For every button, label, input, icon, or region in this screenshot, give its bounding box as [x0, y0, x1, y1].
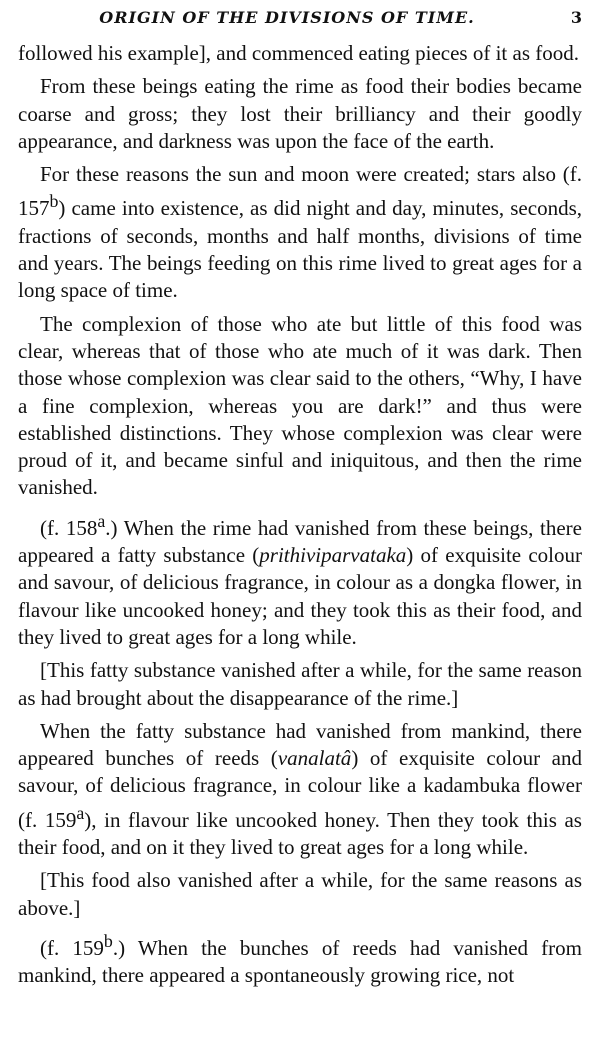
paragraph-3 — [18, 161, 582, 304]
paragraph-3-part-1: For these reasons the sun and moon were created; stars also (f. 157 — [18, 162, 582, 221]
folio-superscript: b — [103, 930, 113, 951]
page-number: 3 — [570, 8, 582, 27]
folio-superscript: b — [49, 191, 59, 212]
paragraph-3-part-2: ) came into existence, as did night and day, minutes, seconds, fractions of seconds, months and half months, divisions of time and years. The beings feeding on this rime lived to great ages for a long space of time. — [18, 196, 582, 303]
paragraph-7-part-1: When the fatty substance had vanished from mankind, there appeared bunches of reeds ( — [18, 718, 582, 771]
paragraph-5-part-1: (f. 158 — [40, 515, 98, 540]
paragraph-5-part-3: ) of exquisite colour and savour, of delicious fragrance, in colour as a dongka flower, in flavour like uncooked honey; and they took this as their food, and they lived to great ages for a long while. — [18, 543, 583, 649]
folio-superscript: a — [97, 510, 106, 531]
paragraph-6: [This fatty substance vanished after a while, for the same reason as had brought about the disappearance of the rime.] — [18, 658, 582, 710]
italic-term: prithiviparvataka — [259, 543, 407, 568]
paragraph-8: [This food also vanished after a while, for the same reasons as above.] — [18, 868, 582, 920]
paragraph-7 — [18, 718, 582, 861]
paragraph-7-part-2: ) of exquisite colour and savour, of delicious fragrance, in colour like a kadambuka flower (f. 159 — [18, 746, 582, 832]
running-title: ORIGIN OF THE DIVISIONS OF TIME. — [99, 8, 475, 27]
paragraph-2: From these beings eating the rime as food their bodies became coarse and gross; they lost their brilliancy and their goodly appearance, and darkness was upon the face of the earth. — [18, 74, 582, 153]
paragraph-5-part-2: .) When the rime had vanished from these beings, there appeared a fatty substance ( — [18, 515, 582, 568]
paragraph-7-part-3: ), in flavour like uncooked honey. Then they took this as their food, and on it they lived to great ages for a long while. — [18, 807, 582, 860]
folio-superscript: a — [76, 802, 85, 823]
paragraph-9 — [18, 928, 582, 990]
paragraph-9-part-1: (f. 159 — [40, 935, 104, 960]
page-header — [18, 6, 582, 34]
italic-term: vanalatâ — [277, 746, 352, 771]
body-text — [18, 40, 582, 990]
paragraph-5 — [18, 508, 582, 651]
paragraph-1: followed his example], and commenced eating pieces of it as food. — [18, 41, 579, 65]
paragraph-9-part-2: .) When the bunches of reeds had vanished from mankind, there appeared a spontaneously growing rice, not — [18, 935, 582, 988]
paragraph-4: The complexion of those who ate but little of this food was clear, whereas that of those who ate much of it was dark. Then those whose complexion was clear said to the others, “Why, I have a fine complexion, whereas you are dark!” and thus were established distinctions. They whose complexion was clear were proud of it, and became sinful and iniquitous, and then the rime vanished. — [18, 311, 582, 500]
